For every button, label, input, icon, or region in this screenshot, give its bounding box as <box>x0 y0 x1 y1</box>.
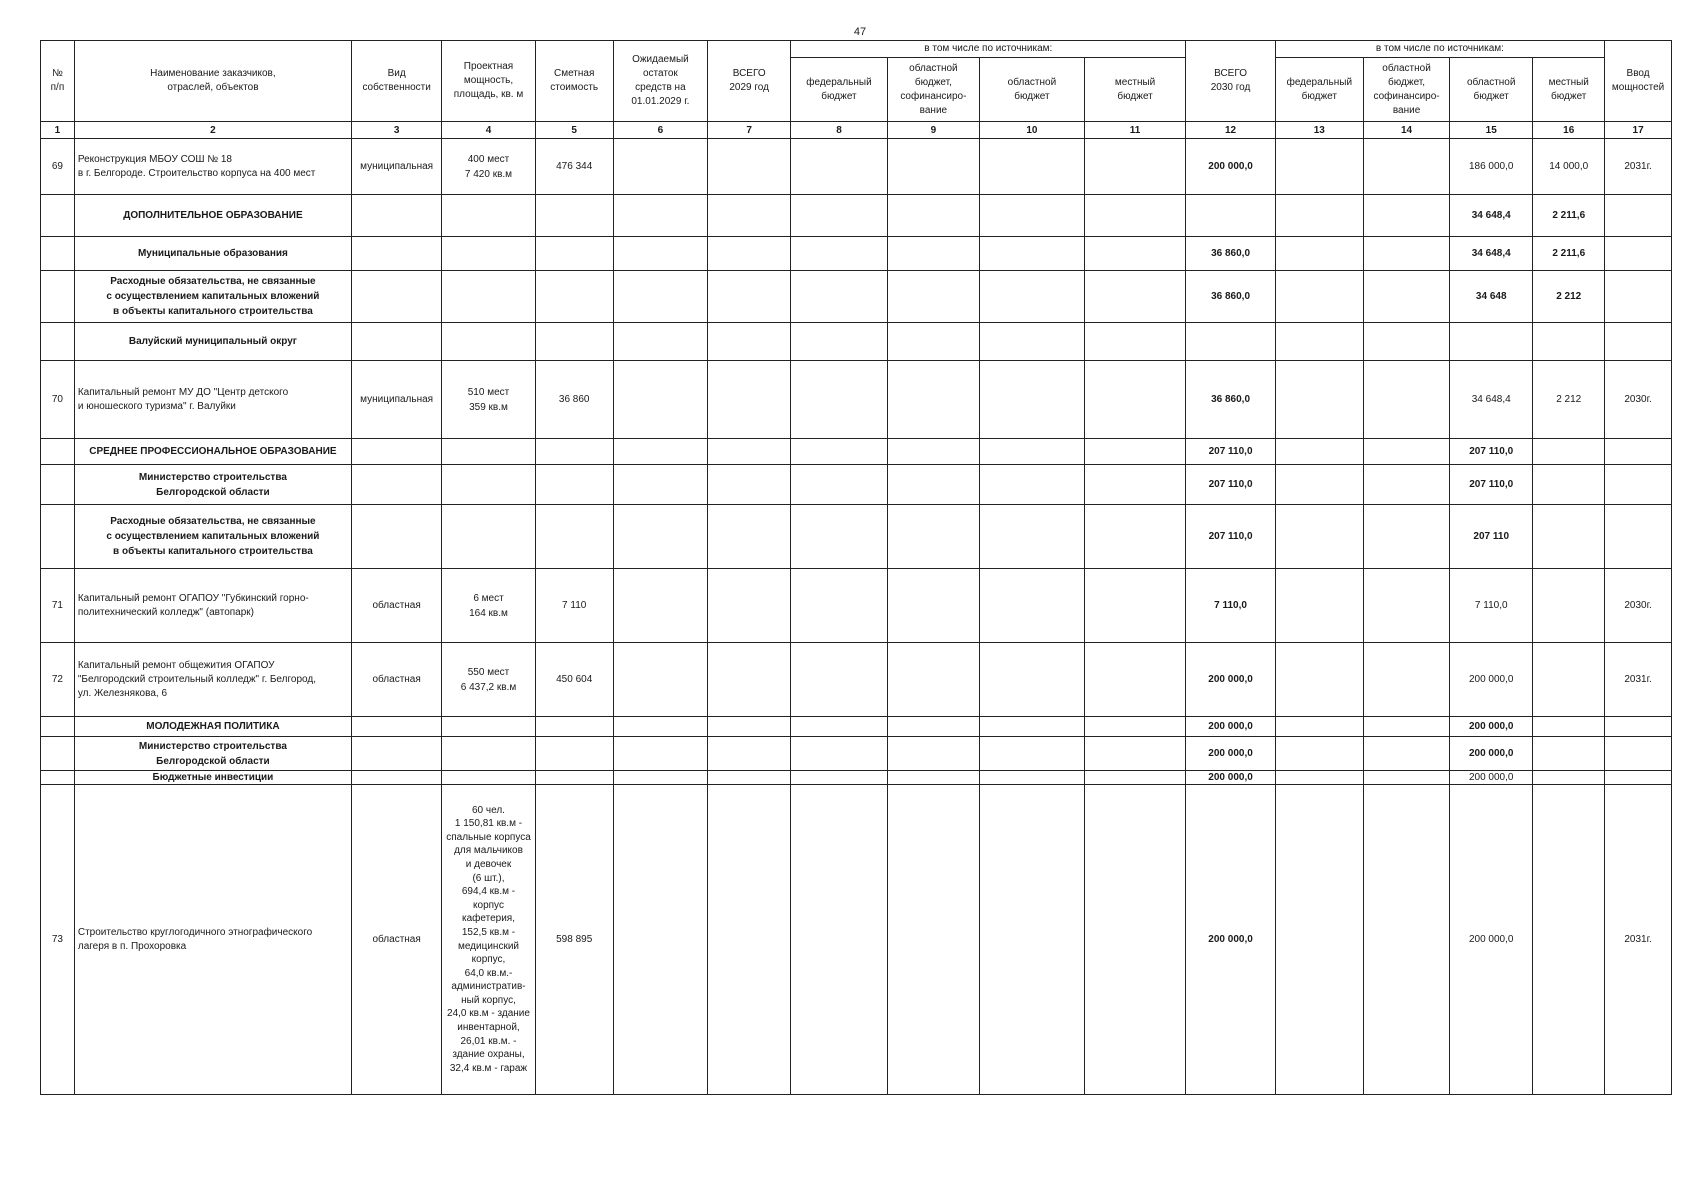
commission-year: 2030г. <box>1605 569 1672 643</box>
header-remainder: Ожидаемый остаток средств на 01.01.2029 г. <box>613 41 707 122</box>
total-2030: 7 110,0 <box>1186 569 1275 643</box>
commission-year: 2030г. <box>1605 361 1672 439</box>
header-total-2029: ВСЕГО 2029 год <box>708 41 791 122</box>
row-number: 73 <box>41 785 75 1095</box>
section-row <box>41 505 1672 569</box>
total-2030: 207 110,0 <box>1186 505 1275 569</box>
column-number: 4 <box>442 122 535 139</box>
ownership: областная <box>351 569 441 643</box>
table-row <box>41 643 1672 717</box>
header-regional-cofin-2029: областной бюджет, софинансиро- вание <box>887 58 979 122</box>
total-2030: 200 000,0 <box>1186 737 1275 771</box>
capacity: 550 мест 6 437,2 кв.м <box>442 643 535 717</box>
investment-table <box>40 40 1672 1095</box>
regional-2030: 200 000,0 <box>1450 771 1533 785</box>
table-header <box>41 41 1672 139</box>
total-2030: 36 860,0 <box>1186 271 1275 323</box>
column-number: 15 <box>1450 122 1533 139</box>
estimated-cost: 7 110 <box>535 569 613 643</box>
column-number: 5 <box>535 122 613 139</box>
header-commission: Ввод мощностей <box>1605 41 1672 122</box>
table-row <box>41 139 1672 195</box>
object-name: Капитальный ремонт ОГАПОУ "Губкинский горно- политехнический колледж" (автопарк) <box>74 569 351 643</box>
header-ownership: Вид собственности <box>351 41 441 122</box>
ownership: муниципальная <box>351 139 441 195</box>
section-row <box>41 271 1672 323</box>
local-2030: 2 212 <box>1533 361 1605 439</box>
commission-year: 2031г. <box>1605 785 1672 1095</box>
section-title: Министерство строительства Белгородской области <box>74 737 351 771</box>
header-num: № п/п <box>41 41 75 122</box>
column-numbers-row <box>41 122 1672 139</box>
section-title: Расходные обязательства, не связанные с осуществлением капитальных вложений в объекты капитального строительства <box>74 271 351 323</box>
header-name: Наименование заказчиков, отраслей, объектов <box>74 41 351 122</box>
regional-2030: 34 648,4 <box>1450 361 1533 439</box>
section-title: СРЕДНЕЕ ПРОФЕССИОНАЛЬНОЕ ОБРАЗОВАНИЕ <box>74 439 351 465</box>
column-number: 12 <box>1186 122 1275 139</box>
section-title: Муниципальные образования <box>74 237 351 271</box>
header-local-2030: местный бюджет <box>1533 58 1605 122</box>
object-name: Капитальный ремонт общежития ОГАПОУ "Белгородский строительный колледж" г. Белгород, ул. Железнякова, 6 <box>74 643 351 717</box>
table-row <box>41 361 1672 439</box>
column-number: 1 <box>41 122 75 139</box>
section-row <box>41 195 1672 237</box>
column-number: 17 <box>1605 122 1672 139</box>
regional-2030: 186 000,0 <box>1450 139 1533 195</box>
regional-2030: 200 000,0 <box>1450 643 1533 717</box>
row-number: 69 <box>41 139 75 195</box>
section-row <box>41 439 1672 465</box>
estimated-cost: 476 344 <box>535 139 613 195</box>
table-row <box>41 569 1672 643</box>
section-row <box>41 717 1672 737</box>
page-number: 47 <box>853 26 867 38</box>
regional-2030: 34 648,4 <box>1450 195 1533 237</box>
estimated-cost: 450 604 <box>535 643 613 717</box>
capacity: 400 мест 7 420 кв.м <box>442 139 535 195</box>
object-name: Строительство круглогодичного этнографического лагеря в п. Прохоровка <box>74 785 351 1095</box>
header-regional-cofin-2030: областной бюджет, софинансиро- вание <box>1363 58 1449 122</box>
header-capacity: Проектная мощность, площадь, кв. м <box>442 41 535 122</box>
section-row <box>41 737 1672 771</box>
column-number: 8 <box>791 122 887 139</box>
column-number: 14 <box>1363 122 1449 139</box>
column-number: 10 <box>980 122 1085 139</box>
column-number: 3 <box>351 122 441 139</box>
regional-2030: 207 110,0 <box>1450 465 1533 505</box>
column-number: 6 <box>613 122 707 139</box>
header-group-2029: в том числе по источникам: <box>791 41 1186 58</box>
local-2030: 14 000,0 <box>1533 139 1605 195</box>
section-row <box>41 771 1672 785</box>
total-2030: 200 000,0 <box>1186 139 1275 195</box>
header-regional-2030: областной бюджет <box>1450 58 1533 122</box>
commission-year: 2031г. <box>1605 139 1672 195</box>
local-2030: 2 211,6 <box>1533 237 1605 271</box>
header-regional-2029: областной бюджет <box>980 58 1085 122</box>
local-2030: 2 212 <box>1533 271 1605 323</box>
regional-2030: 200 000,0 <box>1450 717 1533 737</box>
column-number: 2 <box>74 122 351 139</box>
capacity: 60 чел. 1 150,81 кв.м - спальные корпуса для мальчиков и девочек (6 шт.), 694,4 кв.м - корпус кафетерия, 152,5 кв.м - медицинский корпус, 64,0 кв.м.- административ- ный корпус, 24,0 кв.м - здание инвентарной, 26,01 кв.м. - здание охраны, 32,4 кв.м - гараж <box>442 785 535 1095</box>
ownership: областная <box>351 785 441 1095</box>
regional-2030: 7 110,0 <box>1450 569 1533 643</box>
header-group-2030: в том числе по источникам: <box>1275 41 1604 58</box>
header-federal-2029: федеральный бюджет <box>791 58 887 122</box>
section-title: Расходные обязательства, не связанные с осуществлением капитальных вложений в объекты капитального строительства <box>74 505 351 569</box>
total-2030: 200 000,0 <box>1186 717 1275 737</box>
section-row <box>41 465 1672 505</box>
section-title: ДОПОЛНИТЕЛЬНОЕ ОБРАЗОВАНИЕ <box>74 195 351 237</box>
section-title: Валуйский муниципальный округ <box>74 323 351 361</box>
section-row <box>41 237 1672 271</box>
column-number: 9 <box>887 122 979 139</box>
ownership: муниципальная <box>351 361 441 439</box>
row-number: 71 <box>41 569 75 643</box>
object-name: Реконструкция МБОУ СОШ № 18 в г. Белгороде. Строительство корпуса на 400 мест <box>74 139 351 195</box>
column-number: 11 <box>1084 122 1186 139</box>
header-cost: Сметная стоимость <box>535 41 613 122</box>
row-number: 70 <box>41 361 75 439</box>
regional-2030: 34 648,4 <box>1450 237 1533 271</box>
header-total-2030: ВСЕГО 2030 год <box>1186 41 1275 122</box>
total-2030: 200 000,0 <box>1186 785 1275 1095</box>
estimated-cost: 36 860 <box>535 361 613 439</box>
local-2030: 2 211,6 <box>1533 195 1605 237</box>
section-title: Министерство строительства Белгородской области <box>74 465 351 505</box>
regional-2030: 207 110,0 <box>1450 439 1533 465</box>
ownership: областная <box>351 643 441 717</box>
total-2030: 36 860,0 <box>1186 361 1275 439</box>
commission-year: 2031г. <box>1605 643 1672 717</box>
total-2030: 36 860,0 <box>1186 237 1275 271</box>
table-row <box>41 785 1672 1095</box>
column-number: 7 <box>708 122 791 139</box>
estimated-cost: 598 895 <box>535 785 613 1095</box>
regional-2030: 200 000,0 <box>1450 785 1533 1095</box>
row-number: 72 <box>41 643 75 717</box>
total-2030: 207 110,0 <box>1186 465 1275 505</box>
regional-2030: 207 110 <box>1450 505 1533 569</box>
section-title: Бюджетные инвестиции <box>74 771 351 785</box>
capacity: 510 мест 359 кв.м <box>442 361 535 439</box>
header-federal-2030: федеральный бюджет <box>1275 58 1363 122</box>
total-2030: 200 000,0 <box>1186 771 1275 785</box>
object-name: Капитальный ремонт МУ ДО "Центр детского и юношеского туризма" г. Валуйки <box>74 361 351 439</box>
section-row <box>41 323 1672 361</box>
header-local-2029: местный бюджет <box>1084 58 1186 122</box>
total-2030: 207 110,0 <box>1186 439 1275 465</box>
capacity: 6 мест 164 кв.м <box>442 569 535 643</box>
regional-2030: 200 000,0 <box>1450 737 1533 771</box>
column-number: 16 <box>1533 122 1605 139</box>
total-2030: 200 000,0 <box>1186 643 1275 717</box>
column-number: 13 <box>1275 122 1363 139</box>
section-title: МОЛОДЕЖНАЯ ПОЛИТИКА <box>74 717 351 737</box>
regional-2030: 34 648 <box>1450 271 1533 323</box>
table-body <box>41 139 1672 1095</box>
total-2030 <box>1186 195 1275 237</box>
